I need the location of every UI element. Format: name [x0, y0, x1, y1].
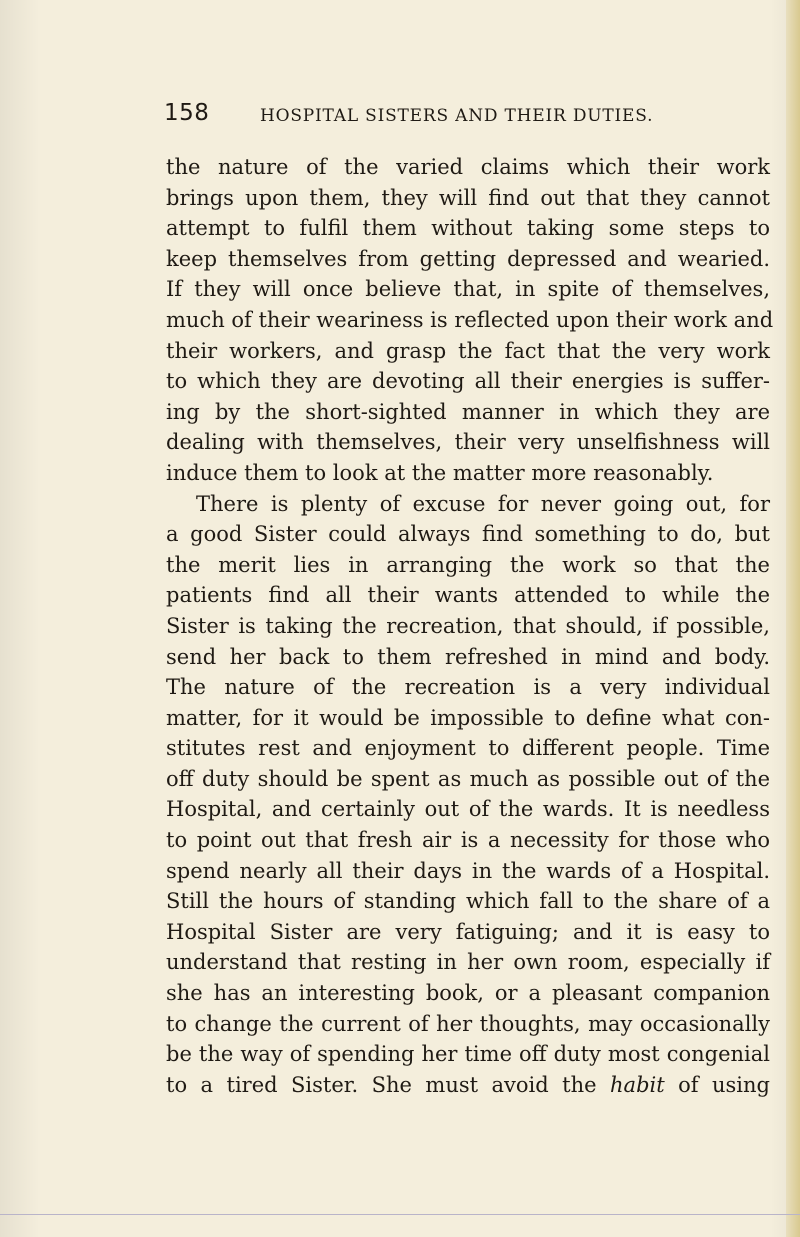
text-line: matter, for it would be impossible to define what con- — [166, 705, 770, 730]
text-line: their workers, and grasp the fact that the very work — [166, 338, 770, 363]
text-line: If they will once believe that, in spite of themselves, — [166, 277, 770, 302]
page-number: 158 — [164, 100, 210, 126]
text-line: understand that resting in her own room, especially if — [166, 950, 770, 975]
text-line: be the way of spending her time off duty most congenial — [166, 1042, 770, 1067]
emphasized-word: habit — [610, 1072, 665, 1097]
text-line: a good Sister could always find something to do, but — [166, 522, 770, 547]
text-line: the nature of the varied claims which their work — [166, 155, 770, 179]
body-text — [166, 152, 774, 1100]
text-line: dealing with themselves, their very unselfishness will — [166, 430, 770, 455]
text-line: Sister is taking the recreation, that should, if possible, — [166, 613, 770, 638]
text-line: induce them to look at the matter more reasonably. — [166, 460, 714, 485]
text-line: stitutes rest and enjoyment to different people. Time — [166, 736, 770, 761]
page-edge-shadow — [786, 0, 800, 1237]
text-line: patients find all their wants attended to while the — [166, 583, 770, 608]
text-line: Hospital, and certainly out of the wards. It is needless — [166, 797, 770, 822]
scan-edge-line — [0, 1214, 800, 1215]
text-line: Still the hours of standing which fall to the share of a — [166, 889, 770, 914]
text-line: There is plenty of excuse for never going out, for — [196, 491, 770, 516]
text-line: off duty should be spent as much as possible out of the — [166, 766, 770, 791]
running-head: HOSPITAL SISTERS AND THEIR DUTIES. — [260, 106, 654, 126]
text-line: attempt to fulfil them without taking some steps to — [166, 216, 770, 241]
text-line: she has an interesting book, or a pleasant companion — [166, 981, 770, 1006]
text-line: spend nearly all their days in the wards of a Hospital. — [166, 858, 770, 883]
paragraph-2 — [166, 489, 770, 1101]
paragraph-1 — [166, 152, 774, 489]
text-line: Hospital Sister are very fatiguing; and it is easy to — [166, 919, 770, 944]
text-line: to which they are devoting all their energies is suffer- — [166, 369, 770, 394]
text-line: The nature of the recreation is a very individual — [166, 675, 770, 700]
text-line: the merit lies in arranging the work so that the — [166, 552, 770, 577]
text-line: much of their weariness is reflected upon their work and — [166, 307, 774, 332]
text-line: send her back to them refreshed in mind and body. — [166, 644, 770, 669]
text-line: keep themselves from getting depressed and wearied. — [166, 246, 770, 271]
text-line: to change the current of her thoughts, may occasionally — [166, 1011, 770, 1036]
text-line: to point out that fresh air is a necessity for those who — [166, 828, 770, 853]
text-segment: of using — [664, 1072, 770, 1097]
text-line: ing by the short-sighted manner in which they are — [166, 399, 770, 424]
text-segment: to a tired Sister. She must avoid the — [166, 1072, 611, 1097]
text-line: brings upon them, they will find out that they cannot — [166, 185, 770, 210]
text-line-final — [166, 1070, 770, 1101]
page-header — [164, 100, 744, 136]
